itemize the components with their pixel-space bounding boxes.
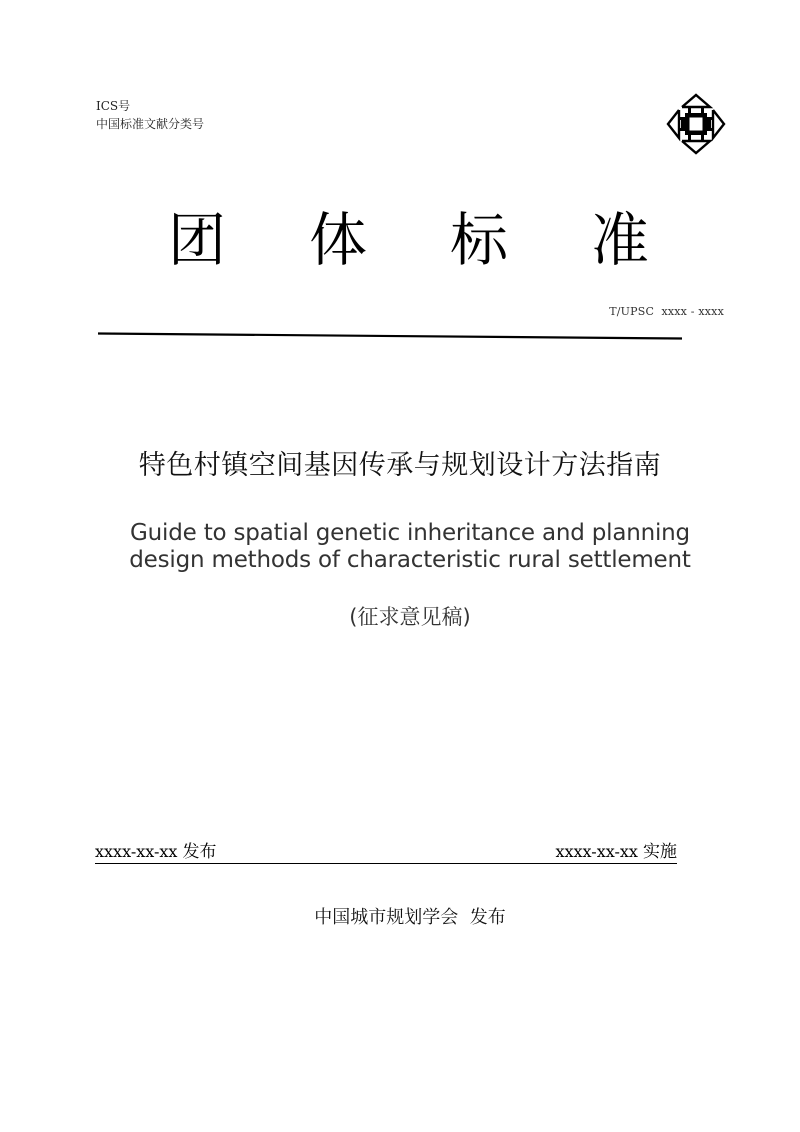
heading-char: 准 bbox=[591, 206, 650, 274]
draft-status-label: (征求意见稿) bbox=[349, 605, 471, 629]
document-title-en bbox=[0, 520, 800, 574]
date-row bbox=[95, 841, 677, 864]
publish-date: xxxx-xx-xx bbox=[95, 842, 178, 861]
title-en-line-1: Guide to spatial genetic inheritance and planning bbox=[130, 520, 690, 546]
title-en-line-2: design methods of characteristic rural settlement bbox=[129, 547, 691, 573]
header-divider bbox=[98, 326, 682, 336]
publish-label: 发布 bbox=[182, 842, 217, 862]
heading-char: 体 bbox=[309, 206, 368, 274]
emblem-logo-icon bbox=[666, 93, 726, 155]
ccs-number-label: 中国标准文献分类号 bbox=[96, 117, 205, 131]
document-category-heading bbox=[0, 205, 800, 275]
heading-char: 标 bbox=[450, 206, 509, 274]
implement-date: xxxx-xx-xx bbox=[555, 842, 638, 861]
implement-date-group bbox=[555, 841, 677, 863]
implement-label: 实施 bbox=[643, 842, 677, 862]
publisher-line: 中国城市规划学会 发布 bbox=[314, 907, 506, 928]
standard-number: T/UPSC xxxx - xxxx bbox=[609, 305, 724, 318]
ics-number-label: ICS号 bbox=[96, 99, 131, 113]
publish-date-group bbox=[95, 841, 217, 863]
heading-char: 团 bbox=[168, 206, 227, 274]
document-title-zh: 特色村镇空间基因传承与规划设计方法指南 bbox=[138, 450, 662, 481]
classification-block bbox=[96, 97, 204, 133]
